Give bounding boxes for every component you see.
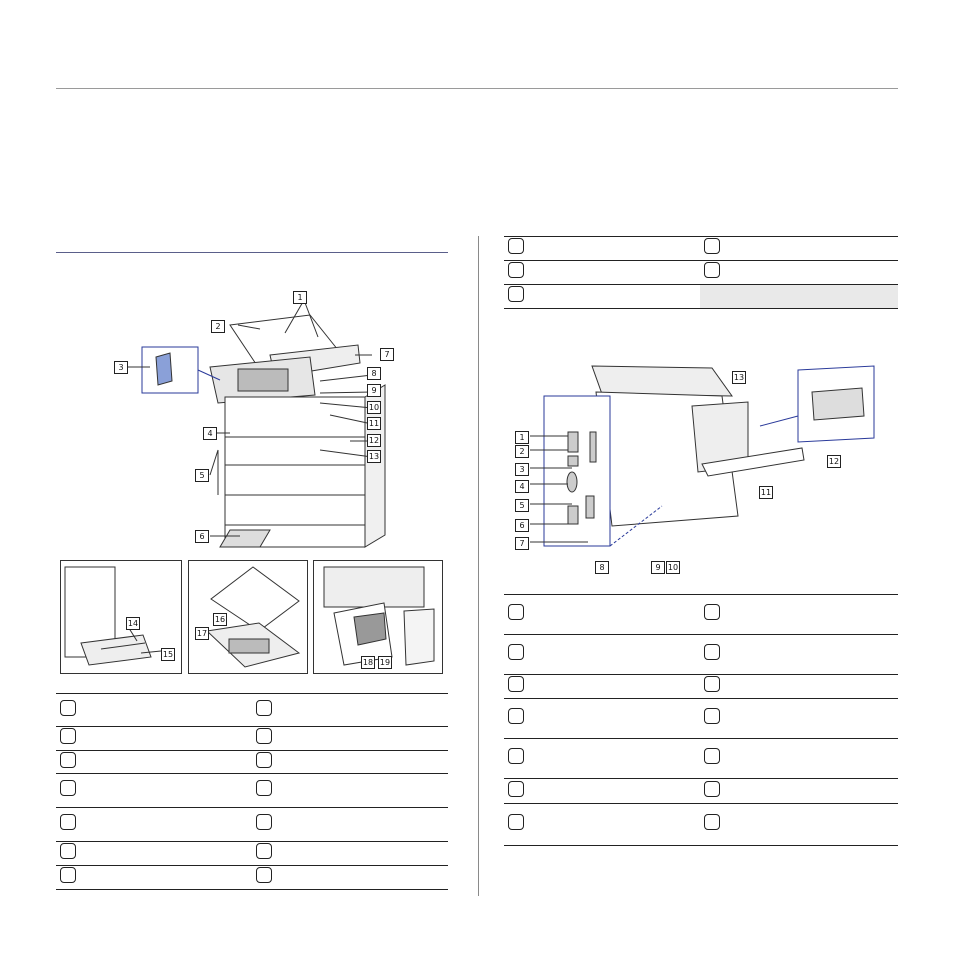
section-heading-rule: [56, 252, 448, 253]
callout-13: 13: [368, 452, 380, 461]
rear-callout-5: 5: [515, 499, 529, 512]
rear-callout-8: 8: [595, 561, 609, 574]
callout-1: 1: [293, 291, 307, 304]
front-view-figure: [110, 285, 450, 555]
callout-18: 18: [362, 658, 374, 667]
rear-callout-9: 9: [651, 561, 665, 574]
front-view-legend: [56, 693, 448, 890]
continued-legend: [504, 236, 898, 309]
rear-callout-13: 13: [733, 373, 745, 382]
rear-callout-3: 3: [515, 463, 529, 476]
rear-callout-7: 7: [515, 537, 529, 550]
callout-5: 5: [195, 469, 209, 482]
callout-15: 15: [162, 650, 174, 659]
callout-4: 4: [203, 427, 217, 440]
callout-19: 19: [379, 658, 391, 667]
top-rule: [56, 88, 898, 89]
callout-10: 10: [368, 403, 380, 412]
callout-9: 9: [367, 384, 381, 397]
callout-3: 3: [114, 361, 128, 374]
rear-callout-12: 12: [828, 457, 840, 466]
rear-callout-11: 11: [760, 488, 772, 497]
callout-16: 16: [214, 615, 226, 624]
callout-8: 8: [367, 367, 381, 380]
rear-callout-6: 6: [515, 519, 529, 532]
callout-12: 12: [368, 436, 380, 445]
legend-badge: [60, 700, 76, 716]
rear-callout-10: 10: [667, 563, 679, 572]
rear-callout-1: 1: [515, 431, 529, 444]
rear-view-legend: [504, 594, 898, 846]
column-divider: [478, 236, 479, 896]
callout-2: 2: [211, 320, 225, 333]
inset-scanner-glass: [188, 560, 308, 674]
callout-11: 11: [368, 419, 380, 428]
callout-6: 6: [195, 530, 209, 543]
callout-14: 14: [127, 619, 139, 628]
rear-callout-4: 4: [515, 480, 529, 493]
callout-7: 7: [380, 348, 394, 361]
callout-17: 17: [196, 629, 208, 638]
rear-callout-2: 2: [515, 445, 529, 458]
